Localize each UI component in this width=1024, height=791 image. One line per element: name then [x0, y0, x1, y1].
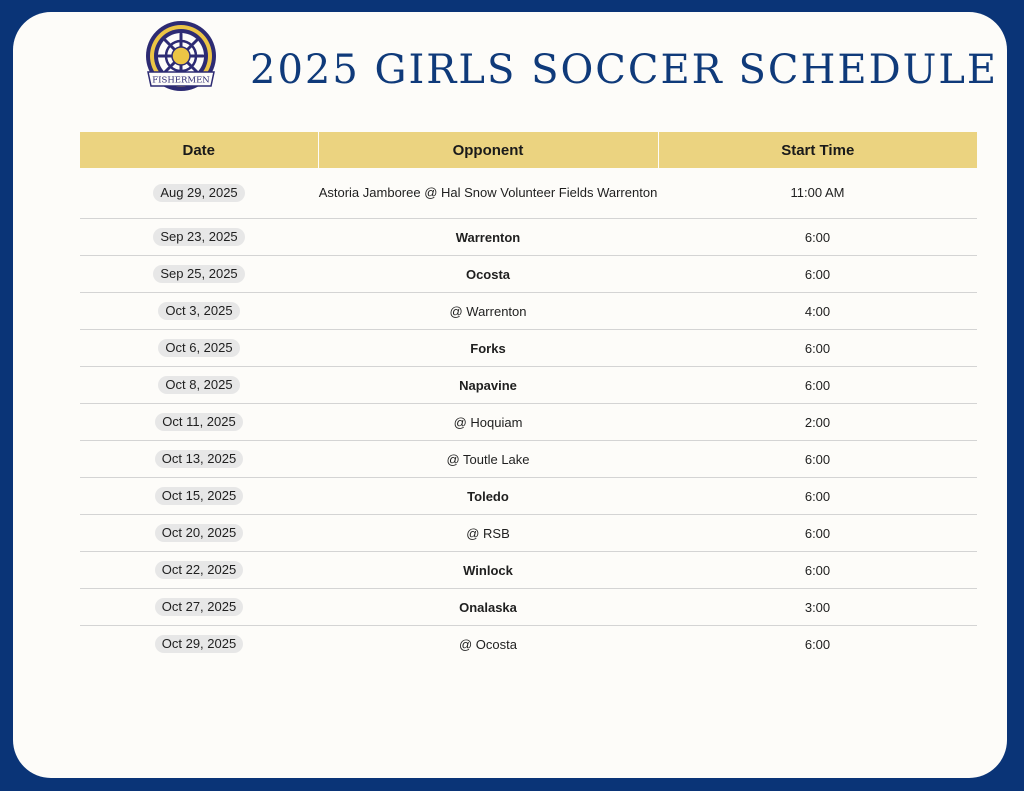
opponent-cell: @ Toutle Lake	[318, 441, 658, 478]
schedule-table	[80, 132, 977, 662]
opponent-cell: Onalaska	[318, 589, 658, 626]
header-opponent: Opponent	[318, 132, 658, 168]
time-cell: 4:00	[658, 293, 977, 330]
date-pill: Sep 25, 2025	[153, 265, 244, 283]
table-row	[80, 441, 977, 478]
time-cell: 6:00	[658, 515, 977, 552]
fishermen-logo	[143, 20, 219, 96]
opponent-cell: Warrenton	[318, 219, 658, 256]
table-row	[80, 626, 977, 663]
opponent-cell: Napavine	[318, 367, 658, 404]
date-cell	[80, 367, 318, 404]
date-pill: Sep 23, 2025	[153, 228, 244, 246]
date-cell	[80, 441, 318, 478]
table-header-row	[80, 132, 977, 168]
date-pill: Oct 22, 2025	[155, 561, 243, 579]
date-pill: Oct 15, 2025	[155, 487, 243, 505]
time-cell: 6:00	[804, 636, 831, 652]
logo-text: FISHERMEN	[152, 75, 210, 86]
date-pill: Oct 20, 2025	[155, 524, 243, 542]
date-cell	[80, 552, 318, 589]
table-row	[80, 515, 977, 552]
time-cell: 2:00	[658, 404, 977, 441]
table-row	[80, 589, 977, 626]
page-title: 2025 GIRLS SOCCER SCHEDULE	[250, 47, 999, 93]
header-start-time: Start Time	[658, 132, 977, 168]
date-pill: Aug 29, 2025	[153, 184, 244, 202]
opponent-cell: Forks	[318, 330, 658, 367]
date-pill: Oct 13, 2025	[155, 450, 243, 468]
table-row	[80, 552, 977, 589]
date-cell	[80, 168, 318, 219]
time-cell: 6:00	[658, 478, 977, 515]
table-row	[80, 219, 977, 256]
date-pill: Oct 8, 2025	[158, 376, 239, 394]
date-pill: Oct 27, 2025	[155, 598, 243, 616]
time-cell: 6:00	[658, 330, 977, 367]
date-cell	[80, 626, 318, 663]
table-row	[80, 478, 977, 515]
table-row	[80, 256, 977, 293]
date-cell	[80, 219, 318, 256]
table-row	[80, 168, 977, 219]
table-row	[80, 404, 977, 441]
time-cell: 11:00 AM	[658, 168, 977, 219]
date-cell	[80, 330, 318, 367]
opponent-cell: Winlock	[318, 552, 658, 589]
date-cell	[80, 589, 318, 626]
opponent-cell: Astoria Jamboree @ Hal Snow Volunteer Fields Warrenton	[318, 168, 658, 219]
date-cell	[80, 404, 318, 441]
date-cell	[80, 515, 318, 552]
opponent-cell: Ocosta	[318, 256, 658, 293]
time-cell: 6:00	[658, 367, 977, 404]
time-cell: 6:00	[658, 256, 977, 293]
date-pill: Oct 29, 2025	[155, 635, 243, 653]
date-pill: Oct 3, 2025	[158, 302, 239, 320]
opponent-cell: @ Hoquiam	[318, 404, 658, 441]
date-pill: Oct 11, 2025	[155, 413, 242, 431]
opponent-cell: @ Ocosta	[459, 636, 517, 652]
opponent-cell: @ RSB	[318, 515, 658, 552]
date-cell	[80, 293, 318, 330]
date-pill: Oct 6, 2025	[158, 339, 239, 357]
table-row	[80, 367, 977, 404]
header-date: Date	[80, 132, 318, 168]
opponent-cell: @ Warrenton	[318, 293, 658, 330]
time-cell: 6:00	[658, 441, 977, 478]
table-row	[80, 293, 977, 330]
table-row	[80, 330, 977, 367]
date-cell	[80, 478, 318, 515]
time-cell: 6:00	[658, 219, 977, 256]
date-cell	[80, 256, 318, 293]
time-cell: 6:00	[658, 552, 977, 589]
opponent-cell: Toledo	[318, 478, 658, 515]
time-cell: 3:00	[658, 589, 977, 626]
